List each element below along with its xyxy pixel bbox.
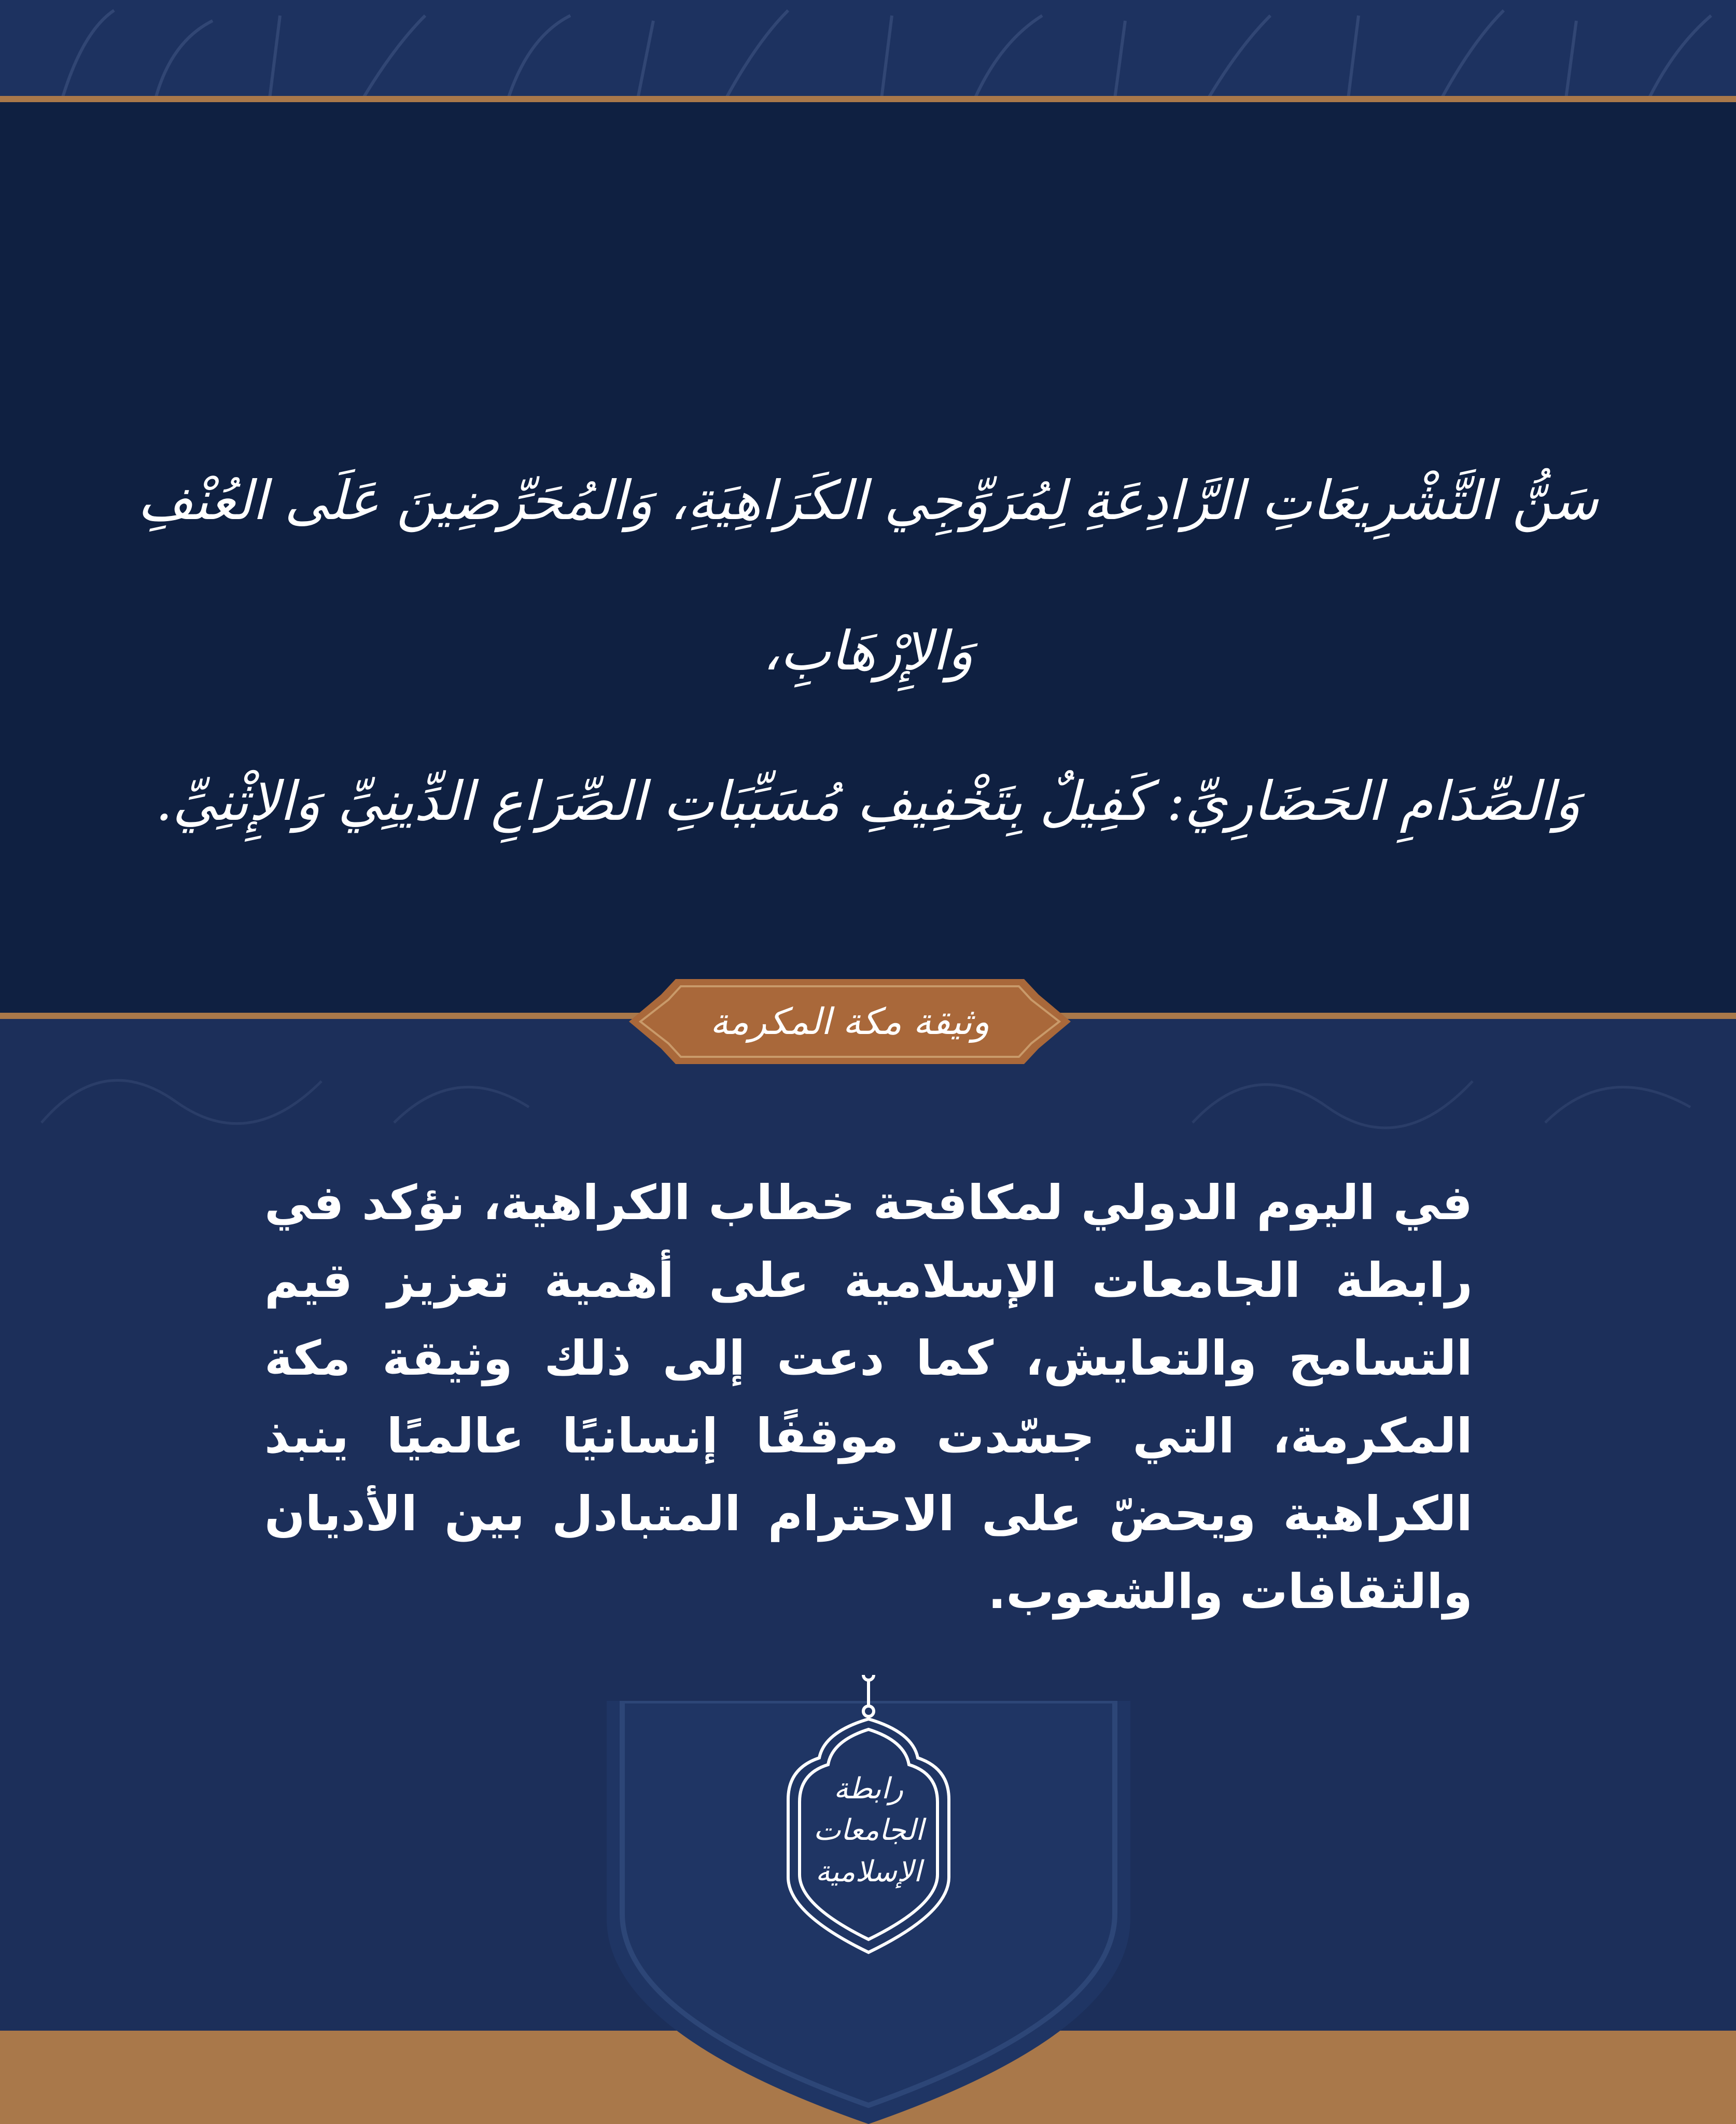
badge-label: وثيقة مكة المكرمة — [710, 1000, 990, 1043]
top-pattern-band — [0, 0, 1736, 99]
logo-line-2: الجامعات — [813, 1813, 924, 1847]
logo-text — [809, 1768, 928, 1893]
logo-line-1: رابطة — [833, 1772, 904, 1806]
quote-line-2: وَالصِّدَامِ الحَضَارِيِّ: كَفِيلٌ بِتَخْفِيفِ مُسَبِّبَاتِ الصِّرَاعِ الدِّينِيِّ وَالإِثْنِيِّ. — [155, 770, 1581, 833]
quote-line-1: سَنُّ التَّشْرِيعَاتِ الرَّادِعَةِ لِمُرَوِّجِي الكَرَاهِيَةِ، وَالمُحَرِّضِينَ عَلَى العُنْفِ وَالإِرْهَابِ، — [137, 469, 1599, 682]
body-paragraph: في اليوم الدولي لمكافحة خطاب الكراهية، نؤكد في رابطة الجامعات الإسلامية على أهمية تعزيز قيم التسامح والتعايش، كما دعت إلى ذلك وثيقة مكة المكرمة، التي جسّدت موقفًا إنسانيًا عالميًا ينبذ الكراهية ويحضّ على الاحترام المتبادل بين الأديان والثقافات والشعوب. — [264, 1175, 1473, 1619]
logo-line-3: الإسلامية — [815, 1855, 922, 1889]
calligraphy-pattern — [0, 0, 1736, 99]
headline-quote — [73, 425, 1663, 876]
top-copper-rule — [0, 96, 1736, 102]
